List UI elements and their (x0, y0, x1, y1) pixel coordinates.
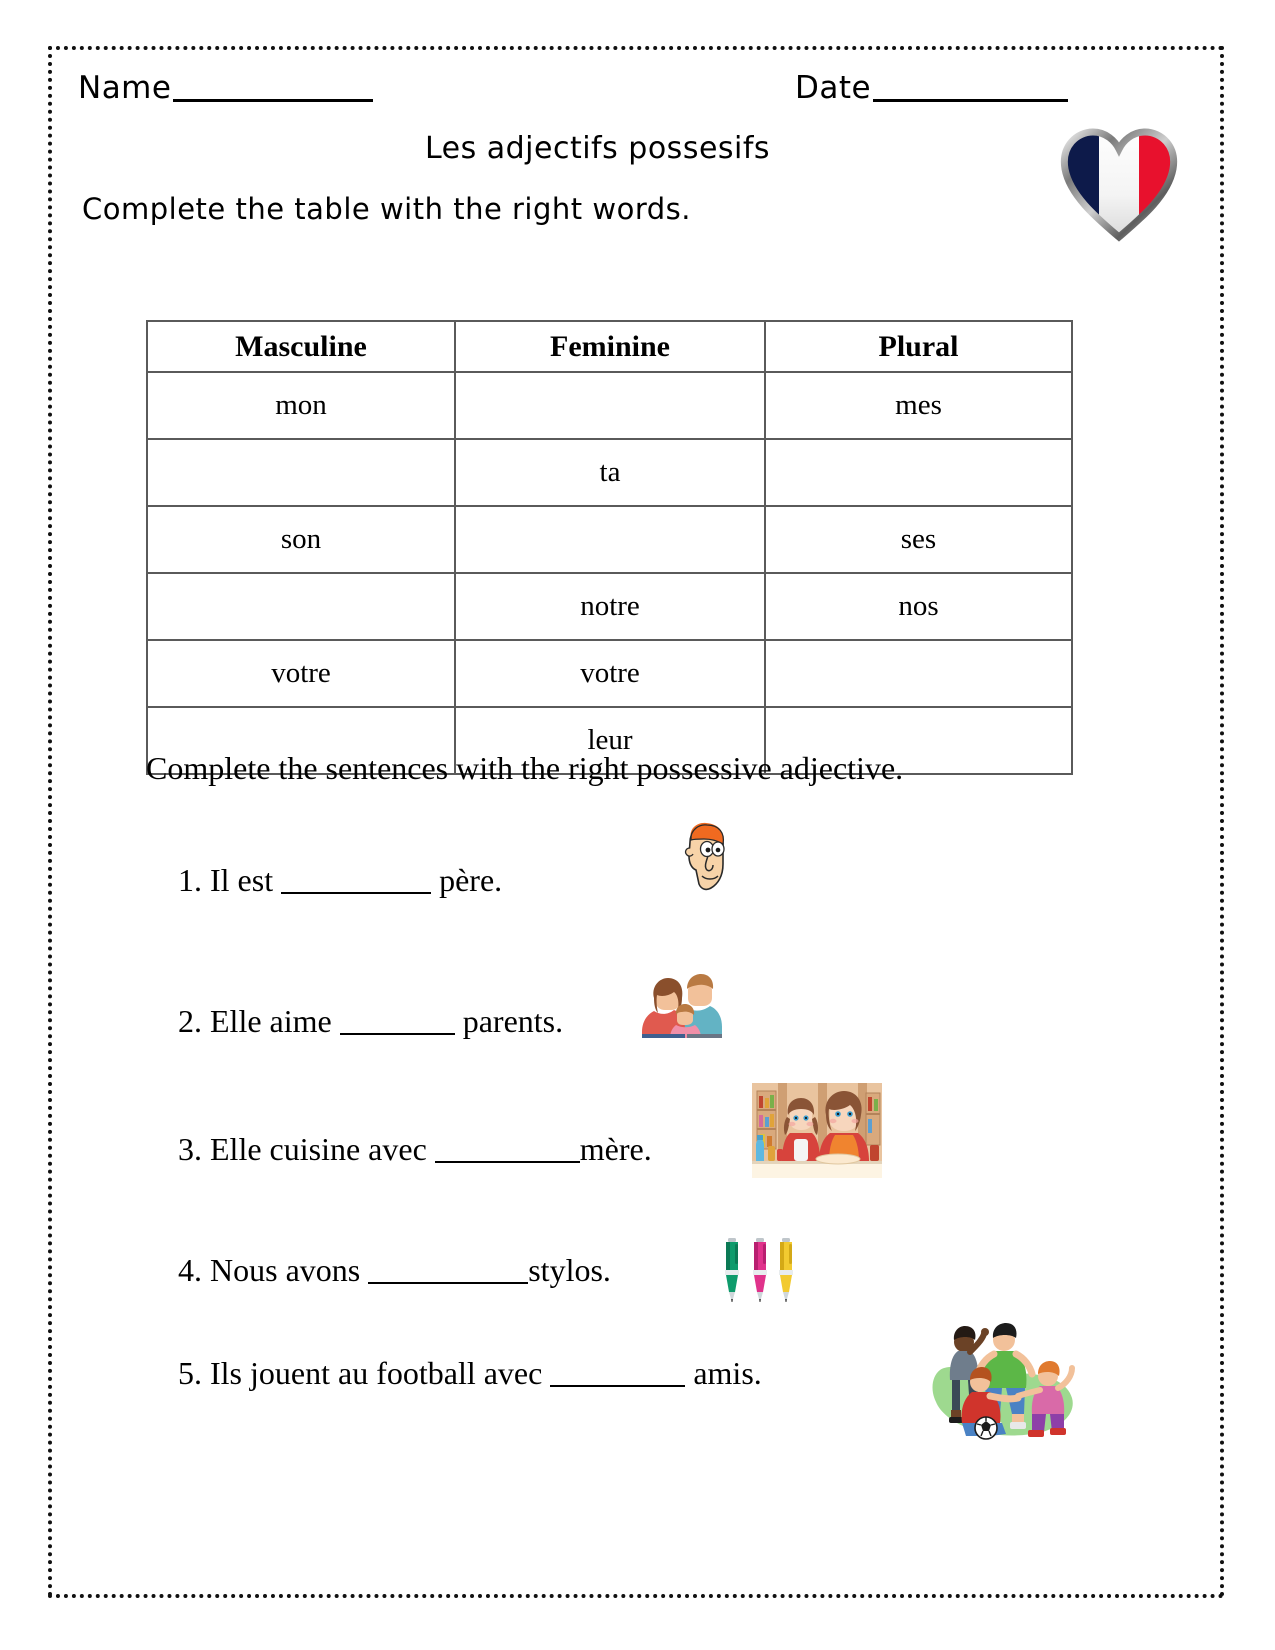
cell-feminine[interactable]: votre (455, 640, 765, 707)
sentence-text-after: parents. (462, 1003, 564, 1039)
boy-face-icon (668, 818, 742, 898)
answer-blank-2[interactable] (340, 1033, 455, 1035)
name-label: Name (78, 70, 172, 106)
page-title: Les adjectifs possesifs (424, 131, 771, 166)
sentence-number: 5. (178, 1355, 202, 1391)
sentence-number: 2. (178, 1003, 202, 1039)
sentence-text-after: père. (439, 862, 503, 898)
pens-icon (718, 1234, 808, 1304)
sentence-text-before: Elle cuisine avec (210, 1131, 427, 1167)
sentence-item-2 (178, 1003, 563, 1040)
sentences-instruction: Complete the sentences with the right possessive adjective. (146, 750, 904, 786)
table-row (147, 573, 1072, 640)
date-field-row (795, 70, 1068, 106)
sentence-text-before: Nous avons (210, 1252, 361, 1288)
column-header-masculine: Masculine (147, 321, 455, 372)
cell-masculine[interactable] (147, 573, 455, 640)
sentence-text-before: Il est (210, 862, 274, 898)
sentence-number: 4. (178, 1252, 202, 1288)
sentence-item-4 (178, 1252, 611, 1289)
sentence-item-5 (178, 1355, 762, 1392)
column-header-feminine: Feminine (455, 321, 765, 372)
cell-plural[interactable]: nos (765, 573, 1072, 640)
cell-plural[interactable] (765, 439, 1072, 506)
answer-blank-4[interactable] (368, 1282, 528, 1284)
sentence-text-before: Elle aime (210, 1003, 332, 1039)
family-icon (630, 965, 730, 1040)
date-label: Date (795, 70, 872, 106)
column-header-plural: Plural (765, 321, 1072, 372)
cell-plural[interactable]: ses (765, 506, 1072, 573)
cell-feminine[interactable]: leur (455, 707, 765, 774)
table-row (147, 506, 1072, 573)
sentence-text-after: mère. (579, 1131, 652, 1167)
soccer-players-icon (922, 1318, 1082, 1443)
sentence-text-before: Ils jouent au football avec (210, 1355, 543, 1391)
name-blank-line[interactable] (173, 99, 373, 102)
cell-masculine[interactable] (147, 439, 455, 506)
cell-feminine[interactable] (455, 372, 765, 439)
table-row (147, 372, 1072, 439)
sentence-text-after: stylos. (528, 1252, 611, 1288)
sentence-text-after: amis. (693, 1355, 762, 1391)
sentence-number: 3. (178, 1131, 202, 1167)
cell-plural[interactable] (765, 640, 1072, 707)
name-field-row (78, 70, 373, 106)
answer-blank-3[interactable] (435, 1161, 580, 1163)
cell-masculine[interactable]: votre (147, 640, 455, 707)
cell-feminine[interactable]: ta (455, 439, 765, 506)
answer-blank-5[interactable] (550, 1385, 685, 1387)
table-instruction: Complete the table with the right words. (82, 192, 691, 226)
sentence-number: 1. (178, 862, 202, 898)
sentence-item-3 (178, 1131, 652, 1168)
cell-masculine[interactable]: son (147, 506, 455, 573)
sentence-item-1 (178, 862, 502, 899)
possessive-adjectives-table (146, 320, 1073, 775)
french-flag-heart-icon (1058, 124, 1180, 242)
answer-blank-1[interactable] (281, 892, 431, 894)
table-row (147, 640, 1072, 707)
table-row (147, 439, 1072, 506)
mother-daughter-kitchen-icon (752, 1083, 882, 1178)
cell-masculine[interactable]: mon (147, 372, 455, 439)
date-blank-line[interactable] (873, 99, 1068, 102)
table-header-row (147, 321, 1072, 372)
cell-feminine[interactable]: notre (455, 573, 765, 640)
cell-feminine[interactable] (455, 506, 765, 573)
cell-plural[interactable]: mes (765, 372, 1072, 439)
